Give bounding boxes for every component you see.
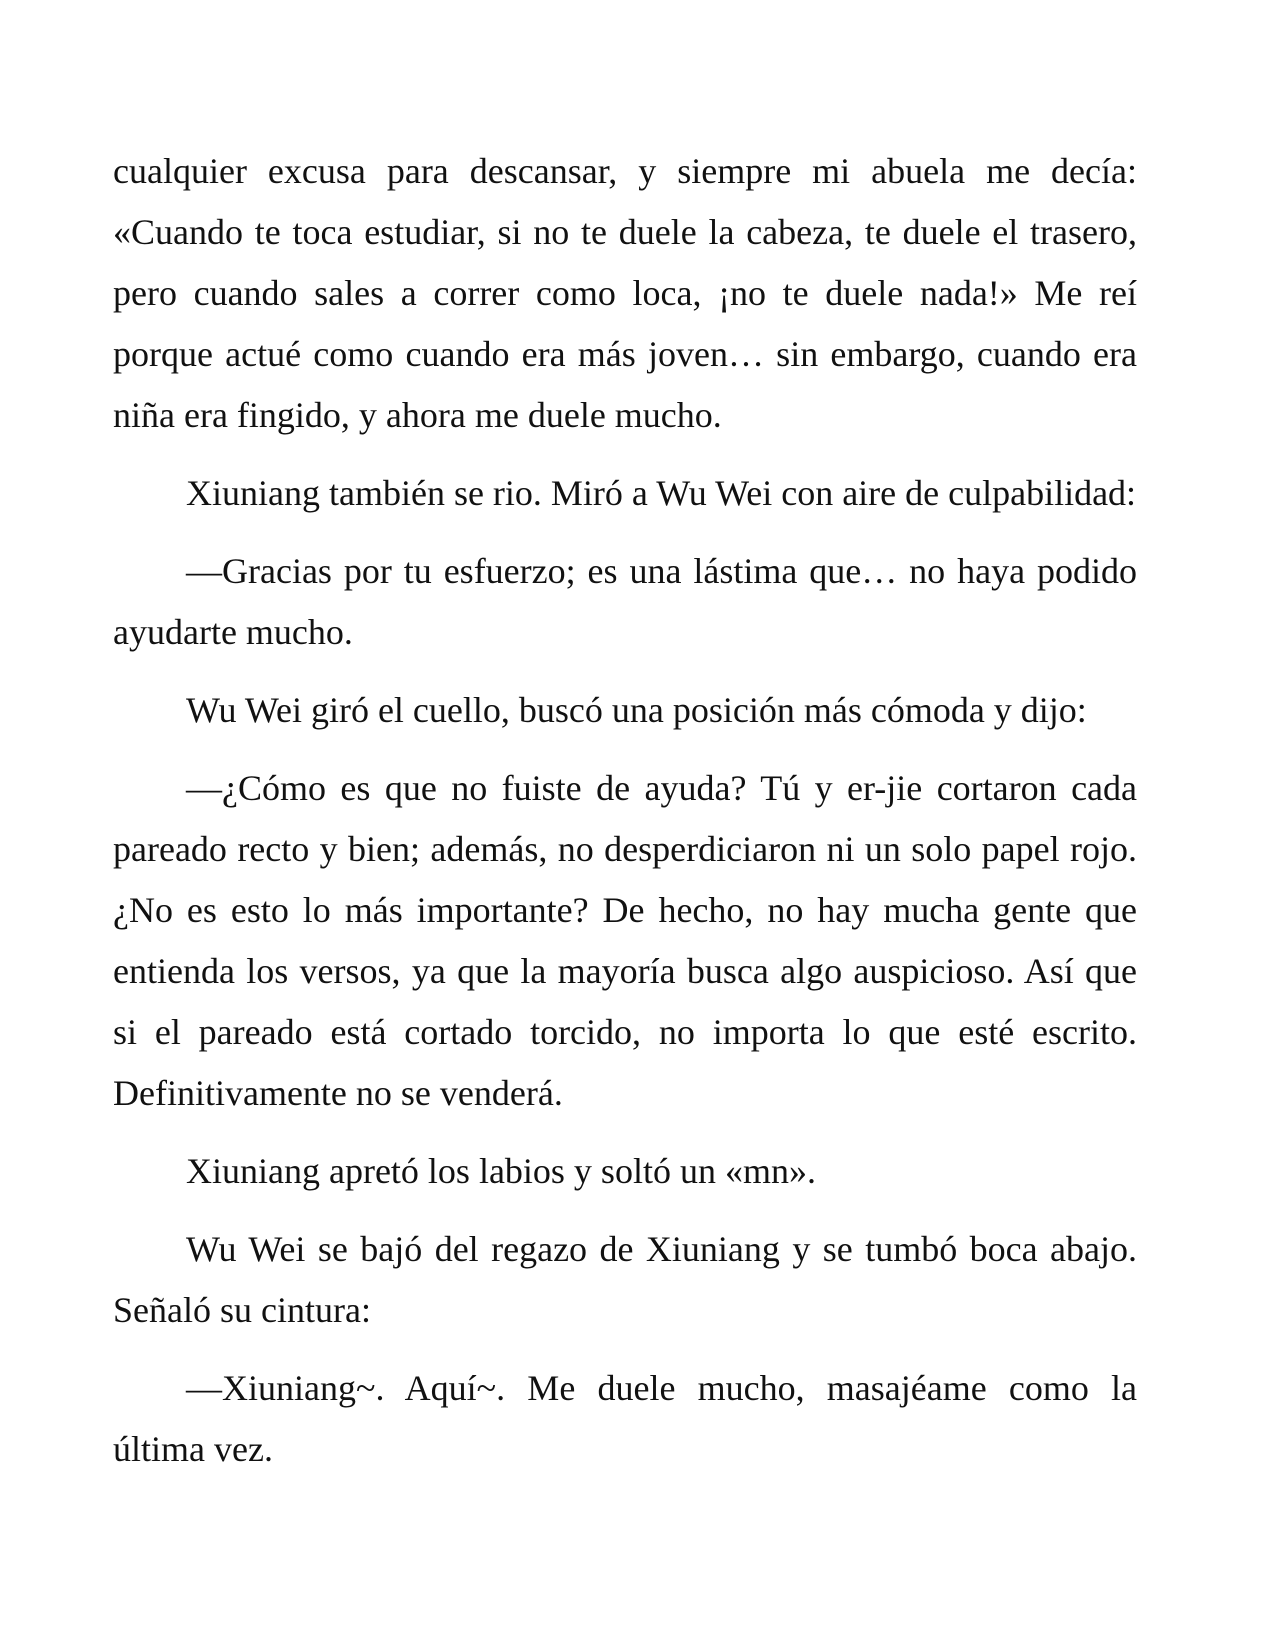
paragraph: Wu Wei se bajó del regazo de Xiuniang y se tumbó boca abajo. Señaló su cintura: <box>113 1229 1137 1330</box>
paragraph: —Xiuniang~. Aquí~. Me duele mucho, masajéame como la última vez. <box>113 1368 1137 1469</box>
paragraph: Xiuniang también se rio. Miró a Wu Wei con aire de culpabilidad: <box>186 473 1137 513</box>
paragraph: Xiuniang apretó los labios y soltó un «mn». <box>186 1151 816 1191</box>
paragraph: cualquier excusa para descansar, y siempre mi abuela me decía: «Cuando te toca estudiar, si no te duele la cabeza, te duele el trasero, pero cuando sales a correr como loca, ¡no te duele nada!» Me reí porque actué como cuando era más joven… sin embargo, cuando era niña era fingido, y ahora me duele mucho. <box>113 151 1137 435</box>
body-text <box>113 141 1137 1480</box>
paragraph: —¿Cómo es que no fuiste de ayuda? Tú y er-jie cortaron cada pareado recto y bien; además, no desperdiciaron ni un solo papel rojo. ¿No es esto lo más importante? De hecho, no hay mucha gente que entienda los versos, ya que la mayoría busca algo auspicioso. Así que si el pareado está cortado torcido, no importa lo que esté escrito. Definitivamente no se venderá. <box>113 768 1137 1113</box>
paragraph: Wu Wei giró el cuello, buscó una posición más cómoda y dijo: <box>186 690 1087 730</box>
paragraph: —Gracias por tu esfuerzo; es una lástima que… no haya podido ayudarte mucho. <box>113 551 1137 652</box>
